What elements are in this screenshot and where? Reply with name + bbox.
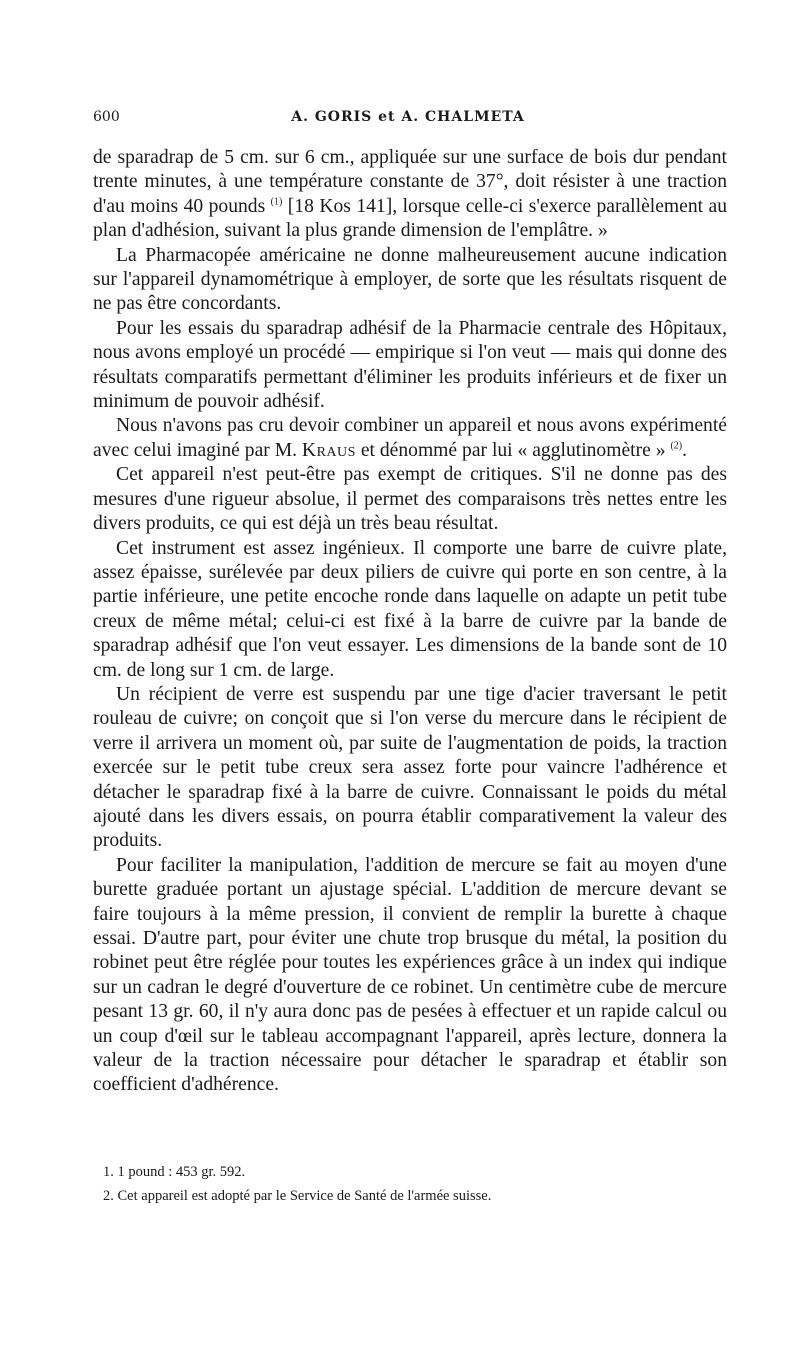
body-text (93, 146, 727, 1098)
paragraph: Pour les essais du sparadrap adhésif de la Pharmacie centrale des Hôpitaux, nous avons employé un procédé — empirique si l'on veut — mais qui donne des résultats comparatifs permettant d'éliminer les produits inférieurs et de fixer un minimum de pouvoir adhésif. (93, 317, 727, 413)
paragraph: Cet instrument est assez ingénieux. Il comporte une barre de cuivre plate, assez épaisse, surélevée par deux piliers de cuivre qui porte en son centre, à la partie inférieure, une petite encoche ronde dans laquelle on adapte un petit tube creux de même métal; celui-ci est fixé à la barre de cuivre par la bande de sparadrap adhésif que l'on veut essayer. Les dimensions de la bande sont de 10 cm. de long sur 1 cm. de large. (93, 537, 727, 681)
footnote: 1. 1 pound : 453 gr. 592. (103, 1164, 246, 1180)
paragraph (93, 414, 727, 463)
page-number: 600 (93, 109, 120, 125)
paragraph-text: . (682, 439, 688, 461)
paragraph: La Pharmacopée américaine ne donne malheureusement aucune indication sur l'appareil dynamométrique à employer, de sorte que les résultats risquent de ne pas être concordants. (93, 244, 727, 315)
footnote-ref: (1) (270, 196, 283, 208)
paragraph-continued (93, 146, 727, 244)
footnote-ref: (2) (670, 440, 683, 452)
paragraph-text: de sparadrap de 5 cm. sur 6 cm., appliquée sur une surface de bois dur pendant trente minutes, à une température constante de 37°, doit résister à une traction d'au moins 40 pounds (93, 147, 727, 217)
paragraph: Un récipient de verre est suspendu par une tige d'acier traversant le petit rouleau de cuivre; on conçoit que si l'on verse du mercure dans le récipient de verre il arrivera un moment où, par suite de l'augmentation de poids, la traction exercée sur le petit tube creux sera assez forte pour vaincre l'adhérence et détacher le sparadrap fixé à la barre de cuivre. Connaissant le poids du métal ajouté dans les divers essais, on pourra établir comparativement la valeur des produits. (93, 683, 727, 852)
paragraph: Cet appareil n'est peut-être pas exempt de critiques. S'il ne donne pas des mesures d'une rigueur absolue, il permet des comparaisons très nettes entre les divers produits, ce qui est déjà un très beau résultat. (93, 464, 727, 535)
author-name: Kraus (301, 439, 356, 461)
footnote: 2. Cet appareil est adopté par le Service de Santé de l'armée suisse. (103, 1188, 492, 1204)
paragraph: Pour faciliter la manipulation, l'addition de mercure se fait au moyen d'une burette graduée portant un ajustage spécial. L'addition de mercure devant se faire toujours à la même pression, il convient de remplir la burette à chaque essai. D'autre part, pour éviter une chute trop brusque du métal, la position du robinet peut être réglée pour toutes les expériences grâce à un index qui indique sur un cadran le degré d'ouverture de ce robinet. Un centimètre cube de mercure pesant 13 gr. 60, il n'y aura donc pas de pesées à effectuer et un rapide calcul ou un coup d'œil sur le tableau accompagnant l'appareil, après lecture, donnera la valeur de la traction nécessaire pour détacher le sparadrap et établir son coefficient d'adhérence. (93, 854, 727, 1096)
paragraph-text: [18 Kos 141], lorsque celle-ci s'exerce parallèlement au plan d'adhésion, suivant la plus grande dimension de l'emplâtre. » (93, 195, 728, 242)
footnotes (103, 1160, 723, 1208)
paragraph-text: Nous n'avons pas cru devoir combiner un appareil et nous avons expérimenté avec celui imaginé par M. (93, 415, 727, 461)
paragraph-text: et dénommé par lui « agglutinomètre » (355, 439, 671, 461)
running-title: A. GORIS et A. CHALMETA (291, 109, 525, 125)
